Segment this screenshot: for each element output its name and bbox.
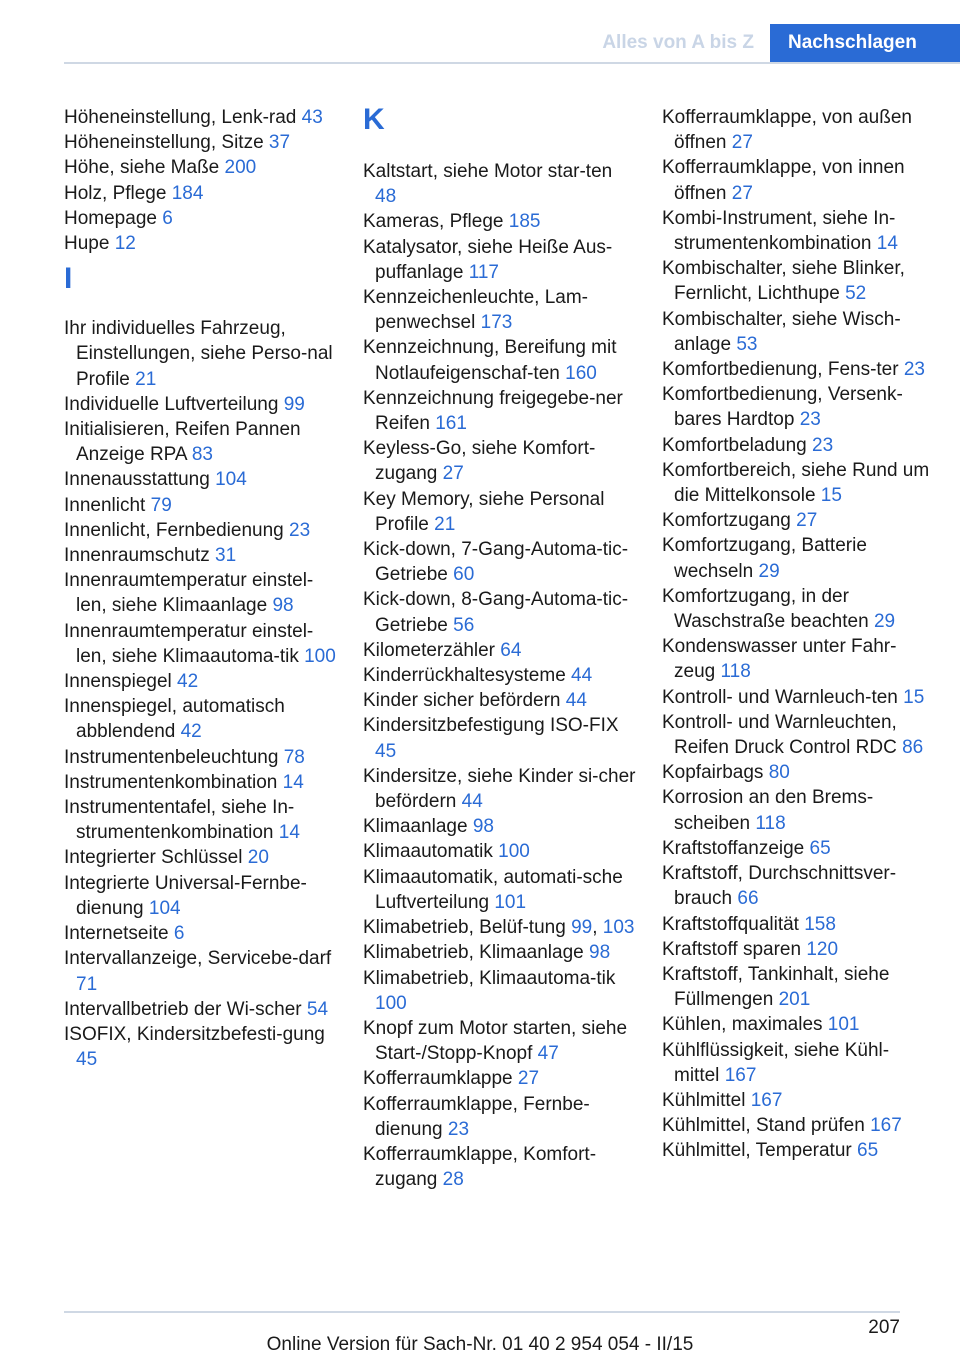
index-entry: [64, 568, 339, 618]
index-entry: [662, 357, 934, 382]
chapter-tab[interactable]: Nachschlagen: [770, 24, 960, 62]
index-term: Katalysator, siehe Heiße Aus-puffanlage: [363, 236, 613, 283]
index-term: Kraftstoffanzeige: [662, 837, 810, 859]
index-term: Kofferraumklappe, Komfort-zugang: [363, 1143, 597, 1191]
section-tab[interactable]: Alles von A bis Z: [602, 32, 754, 53]
index-entry: [363, 1066, 638, 1091]
index-term: Klimabetrieb, Klimaanlage: [363, 942, 590, 964]
page-link[interactable]: 167: [750, 1089, 783, 1111]
page-link[interactable]: 86: [902, 737, 924, 759]
index-entry: [662, 155, 934, 205]
index-entry: [64, 669, 339, 694]
index-term: Kraftstoff, Durchschnittsver-brauch: [662, 863, 897, 910]
index-term: Kopfairbags: [662, 762, 769, 784]
page-link[interactable]: 27: [517, 1068, 540, 1090]
page-link[interactable]: 23: [289, 519, 311, 541]
index-entry: [64, 997, 339, 1022]
index-entry: [662, 584, 934, 634]
page-link[interactable]: 117: [468, 261, 499, 283]
index-term: Hupe: [64, 233, 115, 255]
index-term: Komfortbedienung, Versenk-bares Hardtop: [662, 384, 903, 431]
page-link[interactable]: 23: [812, 434, 834, 456]
index-entry: [662, 785, 934, 835]
index-entry: [64, 130, 339, 155]
page-link[interactable]: 44: [565, 690, 587, 712]
index-term: Kinderrückhaltesysteme: [363, 665, 572, 687]
page-link[interactable]: 161: [435, 413, 467, 435]
index-entry: [363, 537, 638, 587]
index-term: Integrierte Universal-Fernbe-dienung: [64, 872, 307, 919]
page-link[interactable]: 45: [375, 740, 397, 762]
index-entry: [363, 663, 638, 688]
index-entry: [363, 1016, 638, 1066]
index-entry: [662, 1113, 934, 1138]
index-term: Kombischalter, siehe Wisch-anlage: [662, 308, 901, 355]
index-entry: [64, 493, 339, 518]
index-entry: [64, 316, 339, 392]
index-term: Key Memory, siehe Personal Profile: [363, 488, 605, 535]
index-term: Korrosion an den Brems-scheiben: [662, 787, 874, 834]
page-link[interactable]: 28: [442, 1169, 464, 1191]
index-entry: [662, 685, 934, 710]
index-entry: [64, 155, 339, 180]
index-term: Kofferraumklappe: [363, 1068, 518, 1090]
index-entry: [363, 1092, 638, 1142]
index-entry: [363, 209, 638, 234]
page-link[interactable]: 167: [724, 1064, 757, 1086]
page-link[interactable]: 53: [736, 333, 758, 355]
index-entry: [363, 487, 638, 537]
page-link[interactable]: 47: [537, 1043, 559, 1065]
index-term: Kilometerzähler: [363, 639, 501, 661]
index-entry: [662, 382, 934, 432]
index-entry: [363, 764, 638, 814]
index-term: Kaltstart, siehe Motor star-ten: [363, 161, 613, 182]
index-term: Kombischalter, siehe Blinker, Fernlicht, Lichthupe: [662, 258, 905, 305]
index-entry: [64, 795, 339, 845]
index-letter-heading: I: [64, 262, 73, 296]
index-term: Komfortbedienung, Fens-ter: [662, 359, 904, 381]
index-entry: [662, 937, 934, 962]
index-entry: [64, 392, 339, 417]
index-entry: [363, 638, 638, 663]
index-entry: [64, 518, 339, 543]
header-tabs: [586, 24, 960, 62]
index-term: Innenraumschutz: [64, 545, 216, 567]
page-link[interactable]: 52: [845, 283, 867, 305]
index-term: Innenspiegel, automatisch abblendend: [64, 696, 285, 743]
page-link[interactable]: 65: [809, 837, 831, 859]
page-link[interactable]: 31: [215, 545, 237, 567]
page-link[interactable]: 98: [472, 816, 494, 838]
index-term: Innenlicht, Fernbedienung: [64, 519, 289, 541]
index-column-1: [64, 105, 339, 1072]
index-entry: [64, 417, 339, 467]
page-link[interactable]: 64: [500, 639, 522, 661]
header-divider: [64, 62, 960, 64]
page-link[interactable]: 98: [272, 595, 294, 617]
index-term: Kühlmittel: [662, 1089, 751, 1111]
page-link[interactable]: 44: [461, 791, 483, 813]
index-term: Kühlen, maximales: [662, 1014, 828, 1036]
index-entry: [662, 634, 934, 684]
index-entry: [662, 206, 934, 256]
page-link[interactable]: 200: [224, 157, 257, 179]
index-entry: [363, 839, 638, 864]
page-link[interactable]: 71: [76, 973, 98, 995]
index-term: Kameras, Pflege: [363, 211, 509, 233]
index-term: Knopf zum Motor starten, siehe Start-/Stopp-Knopf: [363, 1017, 628, 1065]
footer-divider: [64, 1311, 900, 1313]
index-term: Kühlmittel, Temperatur: [662, 1140, 858, 1162]
page-link[interactable]: 185: [508, 211, 541, 233]
index-term: Kick-down, 8-Gang-Automa-tic-Getriebe: [363, 589, 629, 636]
page-link[interactable]: 48: [375, 186, 397, 208]
index-term: Kofferraumklappe, von innen öffnen: [662, 157, 905, 204]
index-term: Instrumentenbeleuchtung: [64, 746, 284, 768]
index-term: Kinder sicher befördern: [363, 690, 566, 712]
index-entry: [662, 433, 934, 458]
page-link[interactable]: 14: [876, 233, 898, 255]
index-entry: [64, 745, 339, 770]
page-separator: ,: [592, 917, 603, 939]
index-entry: [64, 105, 339, 130]
page-link[interactable]: 23: [903, 359, 925, 381]
index-entry: [363, 436, 638, 486]
index-entry: [64, 467, 339, 492]
index-entry: [64, 206, 339, 231]
page-link[interactable]: 98: [589, 942, 611, 964]
index-entry: [64, 871, 339, 921]
index-entry: [662, 836, 934, 861]
index-term: Instrumentenkombination: [64, 771, 283, 793]
page-link[interactable]: 104: [215, 469, 247, 491]
index-entry: [662, 458, 934, 508]
index-entry: [662, 861, 934, 911]
page-link[interactable]: 6: [162, 207, 173, 229]
index-term: Kontroll- und Warnleuchten, Reifen Druck Control RDC: [662, 711, 903, 759]
page-number: 207: [868, 1317, 900, 1338]
page-link[interactable]: 103: [602, 917, 635, 939]
page-link[interactable]: 78: [283, 746, 305, 768]
index-term: Kofferraumklappe, von außen öffnen: [662, 107, 912, 154]
page-link[interactable]: 101: [827, 1014, 860, 1036]
page-link[interactable]: 27: [796, 510, 818, 532]
page-link[interactable]: 29: [758, 560, 780, 582]
index-term: Komfortzugang, in der Waschstraße beachten: [662, 585, 874, 633]
index-entry: [64, 694, 339, 744]
page-link[interactable]: 43: [301, 107, 323, 128]
index-entry: [662, 1038, 934, 1088]
index-term: Klimaanlage: [363, 816, 473, 838]
index-term: Kennzeichnung, Bereifung mit Notlaufeigenschaf-ten: [363, 337, 617, 384]
page-link[interactable]: 45: [76, 1049, 98, 1071]
page-link[interactable]: 37: [268, 132, 291, 154]
page-link[interactable]: 15: [820, 485, 842, 507]
page-link[interactable]: 184: [171, 182, 204, 204]
page-link[interactable]: 56: [453, 614, 475, 636]
index-term: Kraftstoffqualität: [662, 913, 805, 935]
page-link[interactable]: 66: [737, 888, 759, 910]
page-link[interactable]: 42: [177, 671, 199, 693]
page-link[interactable]: 201: [778, 989, 811, 1011]
index-entry: [662, 1012, 934, 1037]
index-entry: [662, 1088, 934, 1113]
index-term: Internetseite: [64, 923, 174, 945]
index-term: Komfortzugang, Batterie wechseln: [662, 535, 867, 582]
index-term: Kick-down, 7-Gang-Automa-tic-Getriebe: [363, 539, 629, 586]
page-link[interactable]: 54: [306, 998, 329, 1020]
index-term: Innenspiegel: [64, 671, 178, 693]
index-entry: [363, 940, 638, 965]
index-entry: [662, 533, 934, 583]
index-term: Intervallbetrieb der Wi-scher: [64, 998, 307, 1020]
page-link[interactable]: 14: [278, 822, 300, 844]
index-term: Komfortbereich, siehe Rund um die Mittelkonsole: [662, 459, 930, 507]
page-link[interactable]: 167: [870, 1115, 902, 1137]
page-link[interactable]: 42: [180, 721, 202, 743]
index-entry: [64, 946, 339, 996]
page-link[interactable]: 23: [799, 409, 821, 431]
index-column-2: [363, 105, 638, 1192]
page-link[interactable]: 27: [442, 463, 464, 485]
page-link[interactable]: 44: [571, 665, 593, 687]
index-entry: [662, 1138, 934, 1163]
index-term: Kindersitze, siehe Kinder si-cher befördern: [363, 765, 636, 813]
index-entry: [363, 865, 638, 915]
index-term: Ihr individuelles Fahrzeug, Einstellungen, siehe Perso-nal Profile: [64, 318, 333, 390]
page-link[interactable]: 99: [571, 917, 593, 939]
index-term: Kennzeichenleuchte, Lam-penwechsel: [363, 287, 588, 334]
index-entry: [662, 912, 934, 937]
index-entry: [64, 181, 339, 206]
index-term: Keyless-Go, siehe Komfort-zugang: [363, 438, 596, 485]
page-link[interactable]: 6: [173, 923, 185, 945]
index-term: Holz, Pflege: [64, 182, 172, 204]
page-link[interactable]: 27: [731, 182, 753, 204]
index-entry: [662, 105, 934, 155]
page-link[interactable]: 118: [755, 812, 786, 834]
page-link[interactable]: 15: [903, 686, 925, 708]
page-link[interactable]: 158: [804, 913, 836, 935]
index-term: Kindersitzbefestigung ISO-FIX: [363, 715, 619, 737]
index-entry: [363, 1142, 638, 1192]
index-term: Komfortzugang: [662, 510, 797, 532]
index-entry: [363, 713, 638, 763]
page-link[interactable]: 12: [114, 233, 136, 255]
index-term: Innenraumtemperatur einstel-len, siehe Klimaanlage: [64, 570, 314, 617]
index-entry: [363, 587, 638, 637]
index-entry: [662, 307, 934, 357]
index-entry: [662, 508, 934, 533]
index-entry: [363, 966, 638, 1016]
page-link[interactable]: 65: [857, 1140, 879, 1162]
index-term: Intervallanzeige, Servicebe-darf: [64, 948, 332, 970]
index-columns: [64, 105, 934, 1275]
index-term: Kraftstoff sparen: [662, 938, 807, 960]
page-link[interactable]: 60: [453, 564, 475, 586]
page-link[interactable]: 100: [375, 992, 407, 1014]
index-entry: [363, 285, 638, 335]
index-term: Kraftstoff, Tankinhalt, siehe Füllmengen: [662, 963, 890, 1011]
page-link[interactable]: 173: [480, 312, 513, 334]
index-term: Kontroll- und Warnleuch-ten: [662, 686, 904, 708]
index-entry: [64, 1022, 339, 1072]
page-link[interactable]: 14: [282, 771, 304, 793]
index-term: Innenlicht: [64, 494, 151, 516]
index-term: Komfortbeladung: [662, 434, 812, 456]
index-entry: [363, 814, 638, 839]
page-link[interactable]: 83: [191, 444, 213, 466]
index-letter-heading: K: [363, 103, 385, 136]
index-term: Homepage: [64, 207, 163, 229]
index-entry: [363, 688, 638, 713]
index-term: Klimabetrieb, Belüf-tung: [363, 917, 572, 939]
page-link[interactable]: 20: [247, 847, 269, 869]
index-term: Höheneinstellung, Sitze: [64, 132, 269, 154]
index-term: Innenraumtemperatur einstel-len, siehe Klimaautoma-tik: [64, 620, 314, 667]
index-term: Kondenswasser unter Fahr-zeug: [662, 636, 897, 683]
page-link[interactable]: 21: [434, 513, 456, 535]
page-link[interactable]: 120: [806, 938, 839, 960]
index-term: Höheneinstellung, Lenk-rad: [64, 107, 302, 128]
index-entry: [363, 235, 638, 285]
index-term: Initialisieren, Reifen Pannen Anzeige RPA: [64, 419, 301, 466]
index-entry: [64, 921, 339, 946]
index-term: ISOFIX, Kindersitzbefesti-gung: [64, 1023, 325, 1045]
index-entry: [363, 159, 638, 209]
index-term: Kühlflüssigkeit, siehe Kühl-mittel: [662, 1039, 890, 1086]
index-term: Individuelle Luftverteilung: [64, 393, 284, 415]
page-link[interactable]: 29: [873, 611, 896, 633]
index-column-3: [662, 105, 934, 1164]
index-entry: [363, 915, 638, 940]
page-link[interactable]: 23: [447, 1118, 470, 1140]
index-entry: [64, 845, 339, 870]
index-term: Kombi-Instrument, siehe In-strumentenkombination: [662, 207, 896, 255]
index-entry: [363, 335, 638, 385]
index-entry: [363, 386, 638, 436]
page-link[interactable]: 104: [148, 897, 181, 919]
page-link[interactable]: 99: [283, 393, 305, 415]
index-term: Kennzeichnung freigegebe-ner Reifen: [363, 387, 623, 435]
page-link[interactable]: 118: [720, 661, 751, 683]
page-link[interactable]: 27: [731, 132, 753, 154]
index-term: Kofferraumklappe, Fernbe-dienung: [363, 1093, 590, 1140]
index-entry: [662, 710, 934, 760]
index-entry: [662, 760, 934, 785]
page-link[interactable]: 101: [494, 891, 527, 913]
page-link[interactable]: 100: [304, 645, 336, 667]
footer-version-text: Online Version für Sach-Nr. 01 40 2 954 054 - II/15: [266, 1334, 694, 1355]
index-term: Klimaautomatik, automati-sche Luftverteilung: [363, 866, 623, 913]
index-entry: [662, 256, 934, 306]
index-term: Instrumententafel, siehe In-strumentenkombination: [64, 797, 295, 844]
index-term: Integrierter Schlüssel: [64, 847, 248, 869]
index-term: Kühlmittel, Stand prüfen: [662, 1115, 871, 1137]
index-entry: [662, 962, 934, 1012]
page-link[interactable]: 80: [768, 762, 790, 784]
index-entry: [64, 231, 339, 256]
index-term: Klimaautomatik: [363, 841, 499, 863]
index-term: Klimabetrieb, Klimaautoma-tik: [363, 967, 616, 989]
page-link[interactable]: 79: [150, 494, 172, 516]
page-link[interactable]: 21: [135, 368, 157, 390]
page-link[interactable]: 100: [498, 841, 530, 863]
page-link[interactable]: 160: [565, 362, 597, 384]
index-term: Innenausstattung: [64, 469, 216, 491]
index-entry: [64, 619, 339, 669]
index-entry: [64, 543, 339, 568]
index-term: Höhe, siehe Maße: [64, 157, 225, 179]
index-entry: [64, 770, 339, 795]
